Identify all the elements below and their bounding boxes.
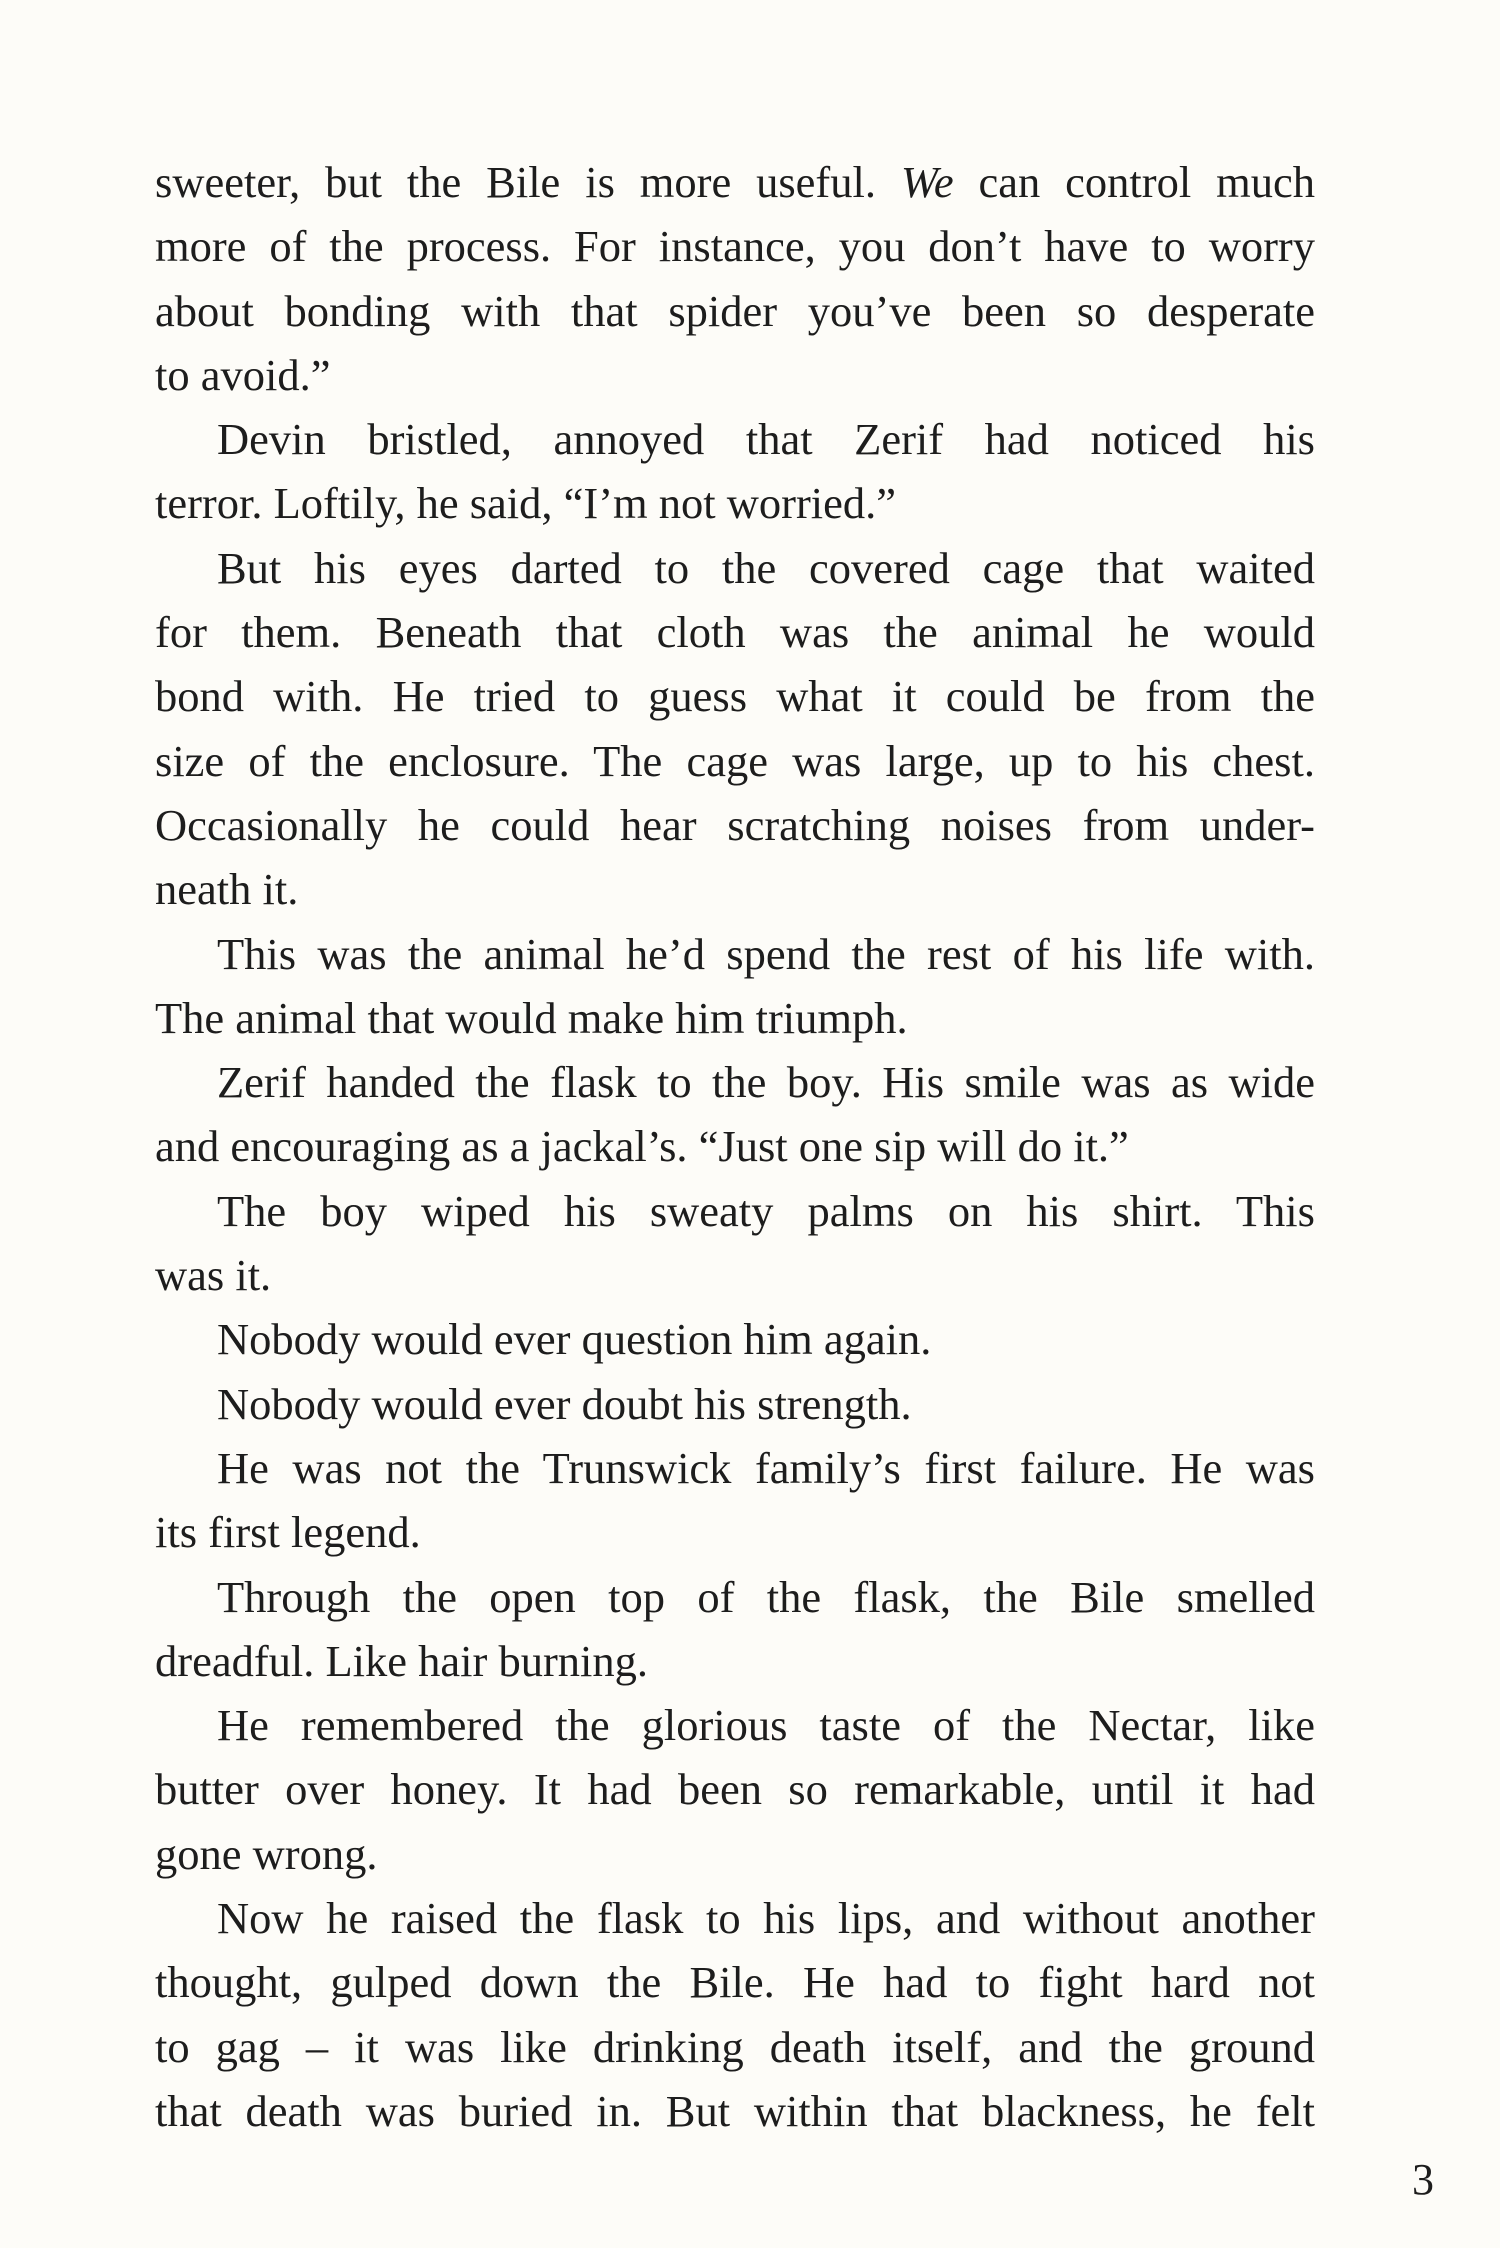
- text-line: that death was buried in. But within that blackness, he felt: [155, 2085, 1315, 2136]
- text-line: Through the open top of the flask, the Bile smelled: [217, 1571, 1315, 1622]
- text-line: butter over honey. It had been so remarkable, until it had: [155, 1764, 1315, 1815]
- text-line: Devin bristled, annoyed that Zerif had noticed his: [217, 414, 1315, 465]
- text-line: Nobody would ever question him again.: [217, 1314, 932, 1365]
- page-number: 3: [1412, 2155, 1434, 2204]
- text-line: to avoid.”: [155, 349, 331, 400]
- text-line: dreadful. Like hair burning.: [155, 1635, 649, 1686]
- emphasis-text: We: [900, 157, 954, 207]
- text-line: He remembered the glorious taste of the Nectar, like: [217, 1700, 1315, 1751]
- text-line: about bonding with that spider you’ve been so desperate: [155, 285, 1315, 336]
- book-page-text: [155, 150, 1315, 2143]
- text-line: Nobody would ever doubt his strength.: [217, 1378, 912, 1429]
- text-line: size of the enclosure. The cage was large, up to his chest.: [155, 735, 1315, 786]
- text-line: for them. Beneath that cloth was the animal he would: [155, 607, 1315, 658]
- text-line: gone wrong.: [155, 1828, 378, 1879]
- text-line: thought, gulped down the Bile. He had to fight hard not: [155, 1957, 1315, 2008]
- text-line: But his eyes darted to the covered cage that waited: [217, 542, 1315, 593]
- text-line: This was the animal he’d spend the rest of his life with.: [217, 928, 1315, 979]
- text-line: bond with. He tried to guess what it could be from the: [155, 671, 1315, 722]
- text-line: Occasionally he could hear scratching noises from under-: [155, 799, 1315, 850]
- text-line: Now he raised the flask to his lips, and without another: [217, 1893, 1315, 1944]
- text-line: sweeter, but the Bile is more useful. We can control much: [155, 157, 1315, 207]
- text-line: neath it.: [155, 864, 299, 915]
- text-line: The animal that would make him triumph.: [155, 992, 908, 1043]
- text-line: and encouraging as a jackal’s. “Just one sip will do it.”: [155, 1121, 1129, 1172]
- text-line: terror. Loftily, he said, “I’m not worried.”: [155, 478, 897, 529]
- text-line: He was not the Trunswick family’s first failure. He was: [217, 1442, 1315, 1493]
- text-line: more of the process. For instance, you don’t have to worry: [155, 221, 1315, 272]
- text-line: Zerif handed the flask to the boy. His smile was as wide: [217, 1057, 1315, 1108]
- text-line: was it.: [155, 1250, 272, 1301]
- text-line: its first legend.: [155, 1507, 421, 1558]
- text-line: The boy wiped his sweaty palms on his shirt. This: [217, 1185, 1315, 1236]
- text-line: to gag – it was like drinking death itself, and the ground: [155, 2021, 1315, 2072]
